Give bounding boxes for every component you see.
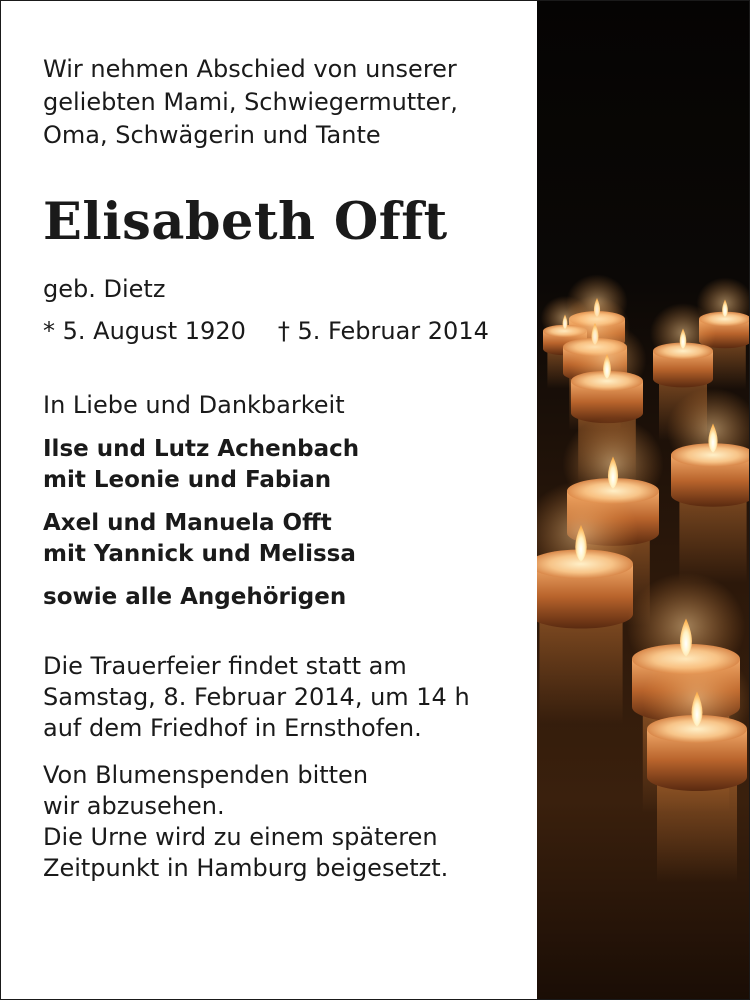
notes-line: Von Blumenspenden bitten [43, 761, 369, 789]
notice-text [43, 53, 523, 884]
intro-line: Wir nehmen Abschied von unserer [43, 55, 457, 83]
mourners-label: In Liebe und Dankbarkeit [43, 391, 345, 419]
mourner-group [43, 434, 523, 496]
funeral-info [43, 651, 523, 744]
birth-date: * 5. August 1920 [43, 317, 246, 345]
deceased-name: Elisabeth Offt [43, 192, 448, 252]
mourner-line: mit Leonie und Fabian [43, 467, 332, 493]
intro-line: Oma, Schwägerin und Tante [43, 121, 381, 149]
notes-info [43, 760, 523, 884]
intro-text [43, 53, 523, 152]
notes-line: wir abzusehen. [43, 792, 225, 820]
mourner-line: Ilse und Lutz Achenbach [43, 436, 360, 462]
funeral-line: Samstag, 8. Februar 2014, um 14 h [43, 683, 470, 711]
funeral-line: Die Trauerfeier findet statt am [43, 652, 407, 680]
intro-line: geliebten Mami, Schwiegermutter, [43, 88, 458, 116]
life-dates [43, 316, 523, 346]
tea-light-candle [642, 649, 750, 883]
mourner-group [43, 582, 523, 613]
mourner-line: sowie alle Angehörigen [43, 584, 347, 610]
death-date: † 5. Februar 2014 [277, 317, 489, 345]
candles-illustration [537, 1, 750, 1000]
mourner-group [43, 508, 523, 570]
candles-photo [537, 1, 750, 1000]
mourner-line: mit Yannick und Melissa [43, 541, 356, 567]
mourner-line: Axel und Manuela Offt [43, 510, 332, 536]
birth-name: geb. Dietz [43, 275, 166, 303]
notes-line: Die Urne wird zu einem späteren [43, 823, 438, 851]
funeral-line: auf dem Friedhof in Ernsthofen. [43, 714, 422, 742]
notes-line: Zeitpunkt in Hamburg beigesetzt. [43, 854, 449, 882]
